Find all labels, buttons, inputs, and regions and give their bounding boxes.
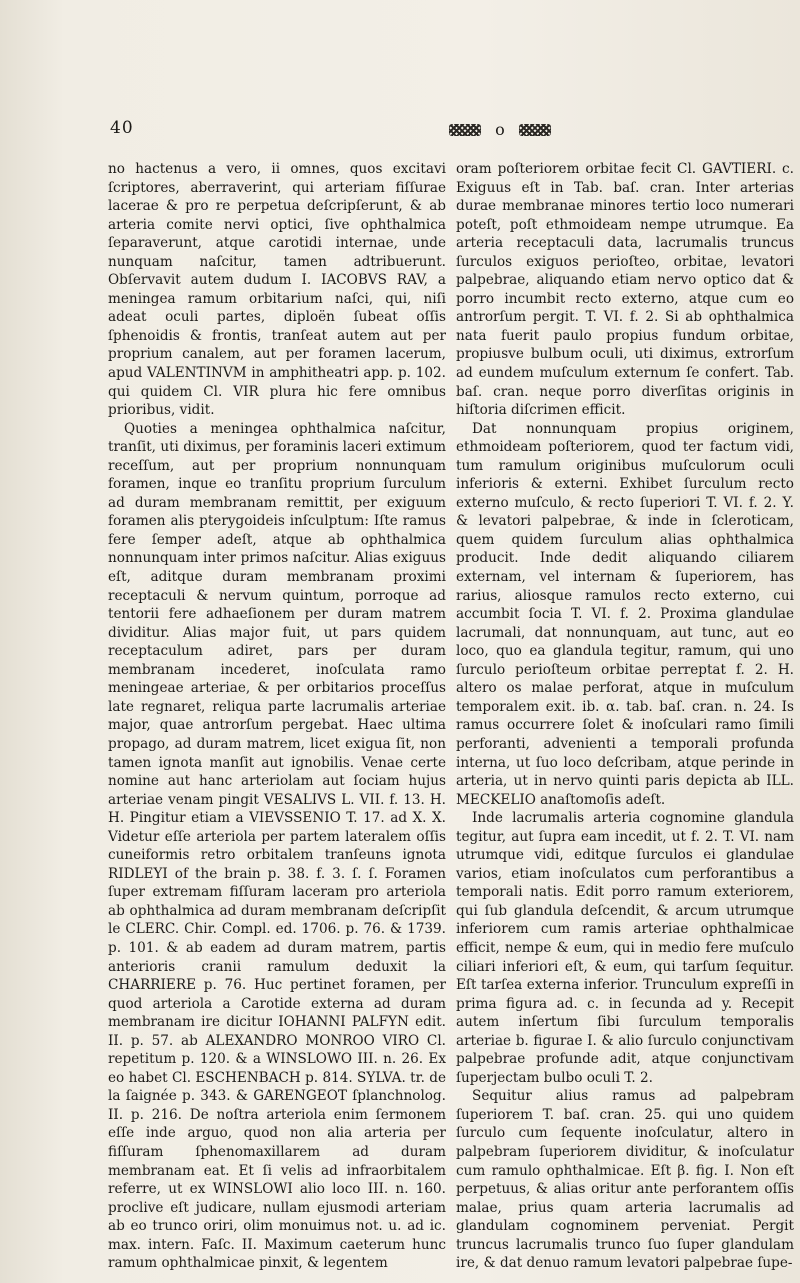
- right-column: [456, 160, 794, 1273]
- right-paragraph-3: Inde lacrumalis arteria cognomine glandula tegitur, aut ſupra eam incedit, ut f. 2. T. VI. nam utrumque vidi, editque ſurculos ei glandulae varios, etiam inoſculatos cum perforantibus a temporali natis. Edit porro ramum exteriorem, qui ſub glandula deſcendit, & arcum utrumque inferiorem cum ramis arteriae ophthalmicae efficit, nempe & eum, qui in medio fere muſculo ciliari inferiori eſt, & eum, qui tarſum ſequitur. Eſt tarſea externa inferior. Trunculum expreſſi in prima figura ad. c. in ſecunda ad y. Recepit autem inſertum ſibi ſurculum temporalis arteriae b. figurae I. & alio ſurculo conjunctivam palpebrae profunde adit, atque conjunctivam ſuperjectam bulbo oculi T. 2.: [456, 810, 794, 1086]
- header-ornament: [380, 118, 620, 142]
- left-paragraph-2: Quoties a meningea ophthalmica naſcitur, tranſit, uti diximus, per foraminis laceri extimum receſſum, aut per proprium nonnunquam foramen, inque eo tranſitu proprium ſurculum ad duram membranam remittit, per exiguum foramen alis pterygoideis inſculptum: Iſte ramus fere ſemper adeſt, atque ab ophthalmica nonnunquam inter primos naſcitur. Alias exiguus eſt, aditque duram membranam proximi receptaculi & nervum quintum, porroque ad tentorii fere adhaeſionem per duram matrem dividitur. Alias major fuit, ut pars quidem receptaculum adiret, pars per duram membranam incederet, inoſculata ramo meningeae arteriae, & per orbitarios proceſſus late regnaret, reliqua parte lacrumalis arteriae major, quae antrorſum pergebat. Haec ultima propago, ad duram matrem, licet exigua ſit, non tamen ignota manſit aut ignobilis. Venae certe nomine aut hanc arteriolam aut ſociam hujus arteriae venam pingit VESALIVS L. VII. f. 13. H. H. Pingitur etiam a VIEVSSENIO T. 17. ad X. X. Videtur eſſe arteriola per partem lateralem oſſis cuneiformis retro orbitalem tranſeuns ignota RIDLEYI of the brain p. 38. f. 3. ſ. ſ. Foramen ſuper extremam fiſſuram laceram pro arteriola ab ophthalmica ad duram membranam deſcripſit le CLERC. Chir. Compl. ed. 1706. p. 76. & 1739. p. 101. & ab eadem ad duram matrem, partis anterioris cranii ramulum deduxit la CHARRIERE p. 76. Huc pertinet foramen, per quod arteriola a Carotide externa ad duram membranam ire dicitur IOHANNI PALFYN edit. II. p. 57. ab ALEXANDRO MONROO VIRO Cl. repetitum p. 120. & a WINSLOWO III. n. 26. Ex eo habet Cl. ESCHENBACH p. 814. SYLVA. tr. de la ſaignée p. 343. & GARENGEOT ſplanchnolog. II. p. 216. De noſtra arteriola enim ſermonem eſſe inde arguo, quod non alia arteria per fiſſuram ſphenomaxillarem ad duram membranam eat. Et ſi velis ad infraorbitalem referre, ut ex WINSLOWI alio loco III. n. 160. proclive eſt judicare, nullam ejusmodi arteriam ab eo trunco oriri, olim monuimus not. u. ad ic. max. intern. Faſc. II. Maximum caeterum hunc ramum ophthalmicae pinxit, & legentem: [108, 420, 446, 1272]
- text-columns: [108, 160, 794, 1280]
- page-number: 40: [110, 118, 134, 138]
- page-header: [100, 118, 770, 142]
- ornament-center-glyph: o: [495, 120, 505, 139]
- ornament-left-icon: [449, 124, 481, 136]
- right-paragraph-1: oram poſteriorem orbitae fecit Cl. GAVTIERI. c. Exiguus eſt in Tab. baſ. cran. Inter arterias durae membranae minores tertio loco numerari poteſt, poſt ethmoideam nempe utrumque. Ea arteria receptaculi data, lacrumalis truncus ſurculos exiguos perioſteo, orbitae, levatori palpebrae, aliquando etiam nervo optico dat & porro incumbit recto externo, atque cum eo antrorſum pergit. T. VI. f. 2. Si ab ophthalmica nata fuerit paulo propius fundum orbitae, propiusve bulbum oculi, uti diximus, extrorſum ad eundem muſculum externum ſe confert. Tab. baſ. cran. neque porro diverſitas originis in hiſtoria diſcrimen efficit.: [456, 161, 794, 419]
- right-paragraph-4: Sequitur alius ramus ad palpebram ſuperiorem T. baſ. cran. 25. qui uno quidem ſurculo cum ſequente inoſculatur, altero in palpebram ſuperiorem dividitur, & inoſculatur cum ramulo ophthalmicae. Eſt β. fig. I. Non eſt perpetuus, & alias oritur ante perforantem oſſis malae, prius quam arteria lacrumalis ad glandulam cognominem perveniat. Pergit truncus lacrumalis trunco ſuo ſuper glandulam ire, & dat denuo ramum levatori palpebrae ſupe-: [456, 1088, 794, 1272]
- left-paragraph-1: no hactenus a vero, ii omnes, quos excitavi ſcriptores, aberraverint, qui arteriam fiſſurae lacerae & pro re perpetua deſcripſerunt, & ab arteria comite nervi optici, ſive ophthalmica ſeparaverunt, atque carotidi internae, unde nunquam naſcitur, tamen adtribuerunt. Obſervavit autem dudum I. IACOBVS RAV, a meningea ramum orbitarium naſci, qui, niſi adeat oculi partes, diploën ſubeat oſſis ſphenoidis & frontis, tranſeat autem aut per proprium canalem, aut per foramen lacerum, apud VALENTINVM in amphitheatri app. p. 102. qui quidem Cl. VIR plura hic fere omnibus prioribus, vidit.: [108, 161, 446, 419]
- ornament-right-icon: [519, 124, 551, 136]
- right-paragraph-2: Dat nonnunquam propius originem, ethmoideam poſteriorem, quod ter factum vidi, tum ramulum originibus muſculorum oculi inferioris & externi. Exhibet ſurculum recto externo muſculo, & recto ſuperiori T. VI. f. 2. Y. & levatori palpebrae, & inde in ſcleroticam, quem quidem ſurculum alias ophthalmica producit. Inde dedit aliquando ciliarem externam, vel internam & ſuperiorem, has rarius, aliosque ramulos recto externo, cui accumbit ſocia T. VI. f. 2. Proxima glandulae lacrumali, dat nonnunquam, aut tunc, aut eo loco, quo ea glandula tegitur, ramum, qui uno ſurculo perioſteum orbitae perreptat f. 2. H. altero os malae perforat, atque in muſculum temporalem exit. ib. α. tab. baſ. cran. n. 24. Is ramus occurrere ſolet & inoſculari ramo ſimili perforanti, advenienti a temporali profunda interna, ut ſuo loco deſcribam, atque perinde in arteria, ut in nervo quinti paris depicta ab ILL. MECKELIO anaſtomoſis adeſt.: [456, 420, 794, 808]
- left-column: [108, 160, 446, 1273]
